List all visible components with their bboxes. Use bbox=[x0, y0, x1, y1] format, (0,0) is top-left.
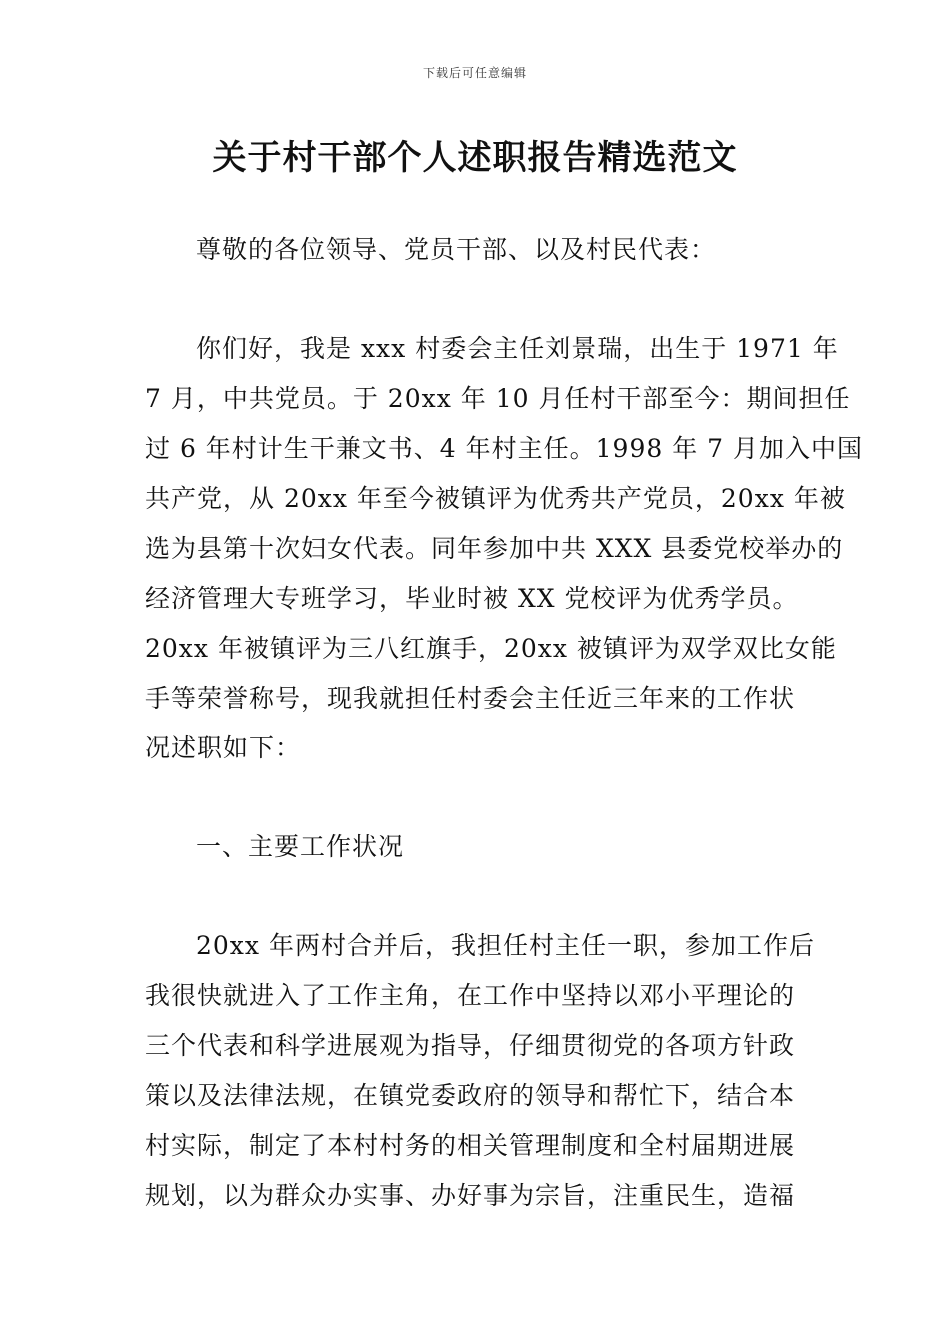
paragraph-line: 三个代表和科学进展观为指导，仔细贯彻党的各项方针政 bbox=[145, 1031, 796, 1060]
paragraph-line: 你们好，我是 xxx 村委会主任刘景瑞，出生于 1971 年 bbox=[196, 334, 839, 363]
paragraph-line: 20xx 年两村合并后，我担任村主任一职，参加工作后 bbox=[196, 931, 815, 960]
greeting-line: 尊敬的各位领导、党员干部、以及村民代表： bbox=[196, 235, 717, 264]
section-heading: 一、主要工作状况 bbox=[196, 832, 405, 861]
paragraph-line: 规划，以为群众办实事、办好事为宗旨，注重民生，造福 bbox=[145, 1181, 796, 1210]
paragraph-line: 村实际，制定了本村村务的相关管理制度和全村届期进展 bbox=[145, 1131, 796, 1160]
paragraph-line: 经济管理大专班学习，毕业时被 XX 党校评为优秀学员。 bbox=[145, 584, 799, 613]
paragraph-line: 手等荣誉称号，现我就担任村委会主任近三年来的工作状 bbox=[145, 684, 796, 713]
paragraph-line: 7 月，中共党员。于 20xx 年 10 月任村干部至今：期间担任 bbox=[145, 384, 851, 413]
paragraph-line: 20xx 年被镇评为三八红旗手，20xx 被镇评为双学双比女能 bbox=[145, 634, 837, 663]
paragraph-line: 选为县第十次妇女代表。同年参加中共 XXX 县委党校举办的 bbox=[145, 534, 844, 563]
paragraph-line: 况述职如下： bbox=[145, 733, 302, 762]
paragraph-line: 我很快就进入了工作主角，在工作中坚持以邓小平理论的 bbox=[145, 981, 796, 1010]
paragraph-line: 过 6 年村计生干兼文书、4 年村主任。1998 年 7 月加入中国 bbox=[145, 434, 864, 463]
header-note: 下载后可任意编辑 bbox=[422, 66, 527, 80]
paragraph-line: 共产党，从 20xx 年至今被镇评为优秀共产党员，20xx 年被 bbox=[145, 484, 846, 513]
document-title: 关于村干部个人述职报告精选范文 bbox=[212, 138, 738, 178]
paragraph-line: 策以及法律法规，在镇党委政府的领导和帮忙下，结合本 bbox=[145, 1081, 796, 1110]
